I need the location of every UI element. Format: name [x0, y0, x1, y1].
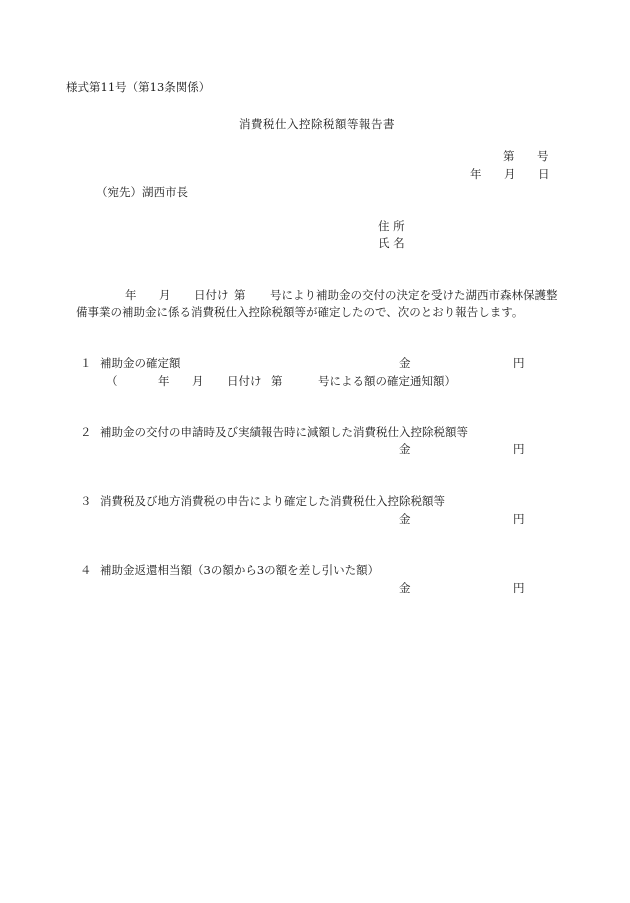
item-1-sub-rest: 号による額の確定通知額） [318, 374, 456, 388]
item-2-en: 円 [513, 442, 525, 456]
address-label: 住 所 [378, 219, 405, 233]
body-dai: 第 [234, 288, 246, 302]
date-day: 日 [538, 167, 550, 181]
item-4-en: 円 [513, 581, 525, 595]
name-label: 氏 名 [378, 236, 405, 250]
item-2-kin: 金 [399, 442, 411, 456]
item-1-number: １ [80, 356, 92, 370]
item-1-kin: 金 [399, 356, 411, 370]
form-number: 様式第11号（第13条関係） [66, 80, 211, 94]
item-1-en: 円 [513, 356, 525, 370]
body-dated: 日付け [194, 288, 229, 302]
item-1-sub-open: （ [106, 374, 118, 388]
item-3-number: ３ [80, 494, 92, 508]
item-1-sub-dated: 日付け [227, 374, 262, 388]
item-4-label: 補助金返還相当額（3の額から3の額を差し引いた額） [100, 563, 380, 577]
body-line2: 備事業の補助金に係る消費税仕入控除税額等が確定したので、次のとおり報告します。 [76, 305, 524, 319]
item-4-number: ４ [80, 563, 92, 577]
item-1-sub-month: 月 [192, 374, 204, 388]
date-month: 月 [504, 167, 516, 181]
item-3-kin: 金 [399, 512, 411, 526]
item-4-kin: 金 [399, 581, 411, 595]
item-1-sub-dai: 第 [271, 374, 283, 388]
body-year: 年 [125, 288, 137, 302]
item-2-number: ２ [80, 425, 92, 439]
body-line1-rest: 号により補助金の交付の決定を受けた湖西市森林保護整 [270, 288, 558, 302]
body-month: 月 [159, 288, 171, 302]
document-title: 消費税仕入控除税額等報告書 [239, 117, 395, 131]
item-2-label: 補助金の交付の申請時及び実績報告時に減額した消費税仕入控除税額等 [100, 425, 468, 439]
item-1-label: 補助金の確定額 [100, 356, 181, 370]
item-3-en: 円 [513, 512, 525, 526]
item-3-label: 消費税及び地方消費税の申告により確定した消費税仕入控除税額等 [100, 494, 445, 508]
ref-go: 号 [537, 149, 549, 163]
item-1-sub-year: 年 [158, 374, 170, 388]
addressee: （宛先）湖西市長 [96, 185, 188, 199]
ref-dai: 第 [503, 149, 515, 163]
date-year: 年 [470, 167, 482, 181]
